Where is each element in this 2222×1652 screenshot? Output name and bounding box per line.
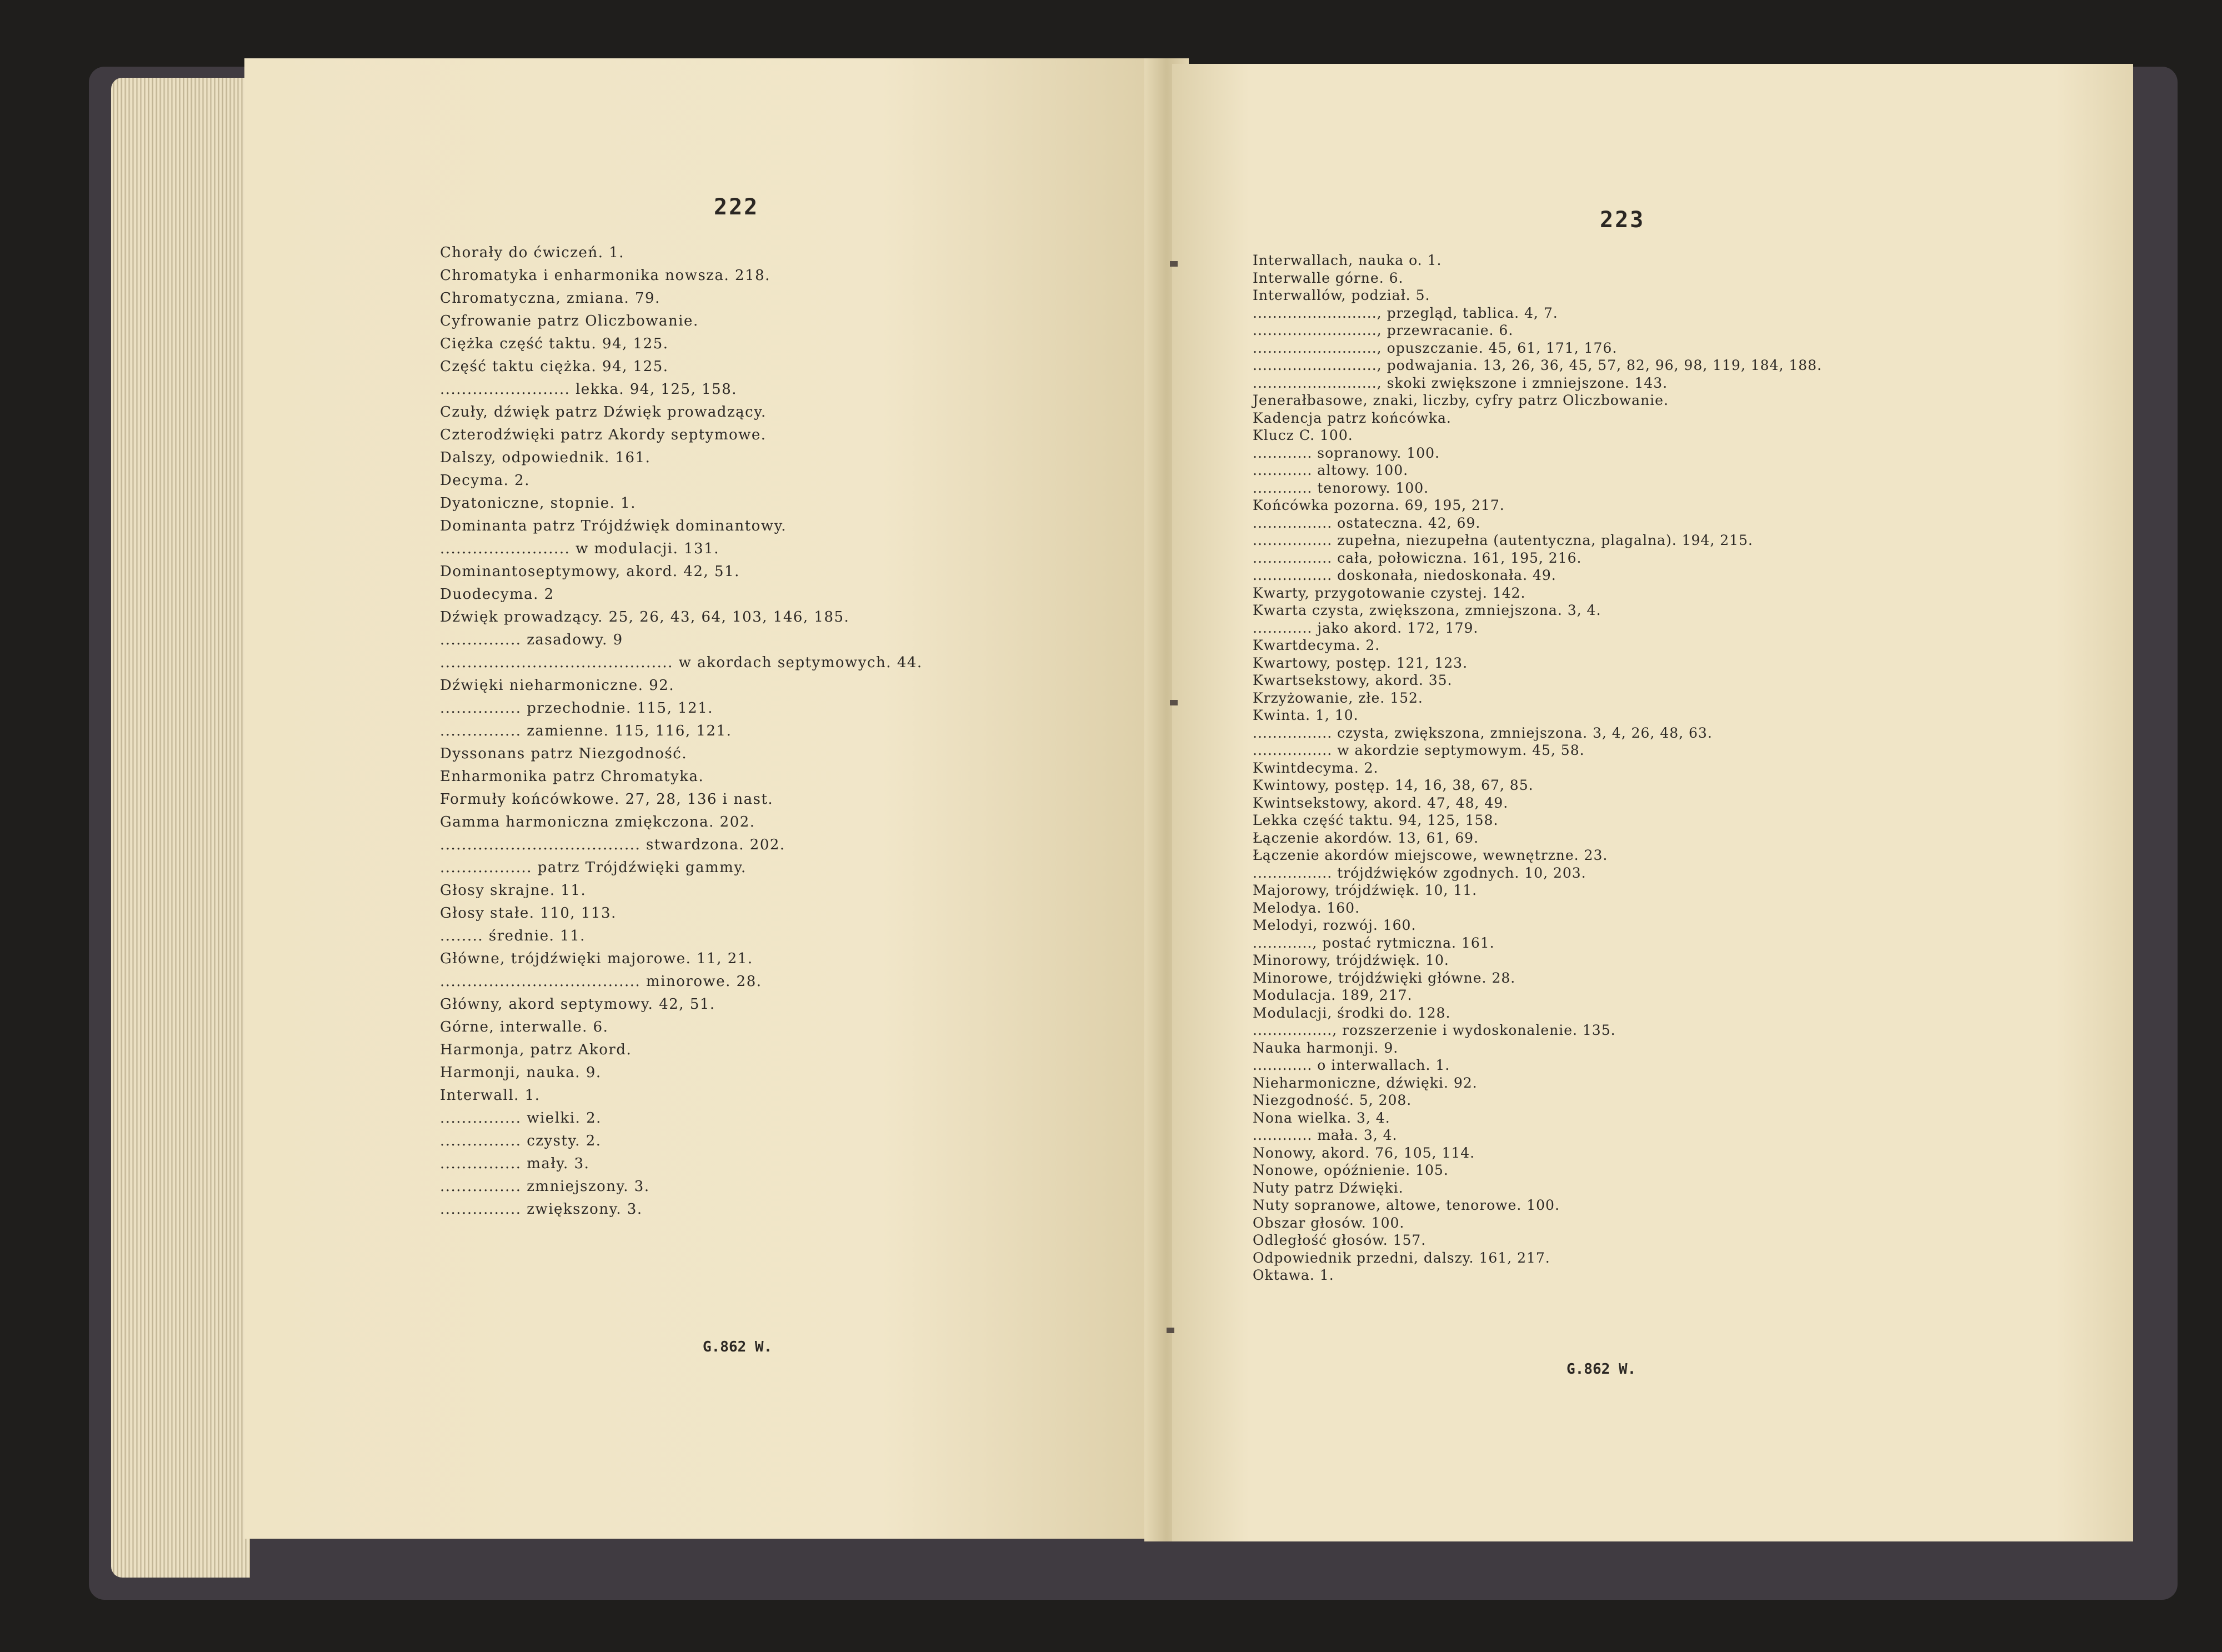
index-entry: ............... przechodnie. 115, 121. — [440, 700, 714, 717]
index-entry: Łączenie akordów miejscowe, wewnętrzne. 23. — [1253, 847, 1608, 863]
index-entry: ........................ lekka. 94, 125, 158. — [440, 381, 738, 398]
index-entry: Nonowe, opóźnienie. 105. — [1253, 1162, 1449, 1178]
index-entry: ............... zmniejszony. 3. — [440, 1178, 650, 1195]
index-entry: ............ altowy. 100. — [1253, 462, 1409, 478]
left-page — [244, 58, 1155, 1539]
index-entry: Jenerałbasowe, znaki, liczby, cyfry patrz Oliczbowanie. — [1253, 392, 1669, 408]
index-entry: Kwintowy, postęp. 14, 16, 38, 67, 85. — [1253, 777, 1534, 793]
index-entry: ................, rozszerzenie i wydoskonalenie. 135. — [1253, 1022, 1616, 1038]
left-page-footer: G.862 W. — [703, 1339, 773, 1355]
index-entry: Główne, trójdźwięki majorowe. 11, 21. — [440, 950, 753, 967]
binding-stitch — [1170, 261, 1178, 267]
index-entry: ................ doskonała, niedoskonała. 49. — [1253, 567, 1557, 583]
index-entry: Formuły końcówkowe. 27, 28, 136 i nast. — [440, 791, 774, 808]
index-entry: Dominanta patrz Trójdźwięk dominantowy. — [440, 518, 787, 534]
left-page-number: 222 — [714, 194, 759, 220]
index-entry: Kwintsekstowy, akord. 47, 48, 49. — [1253, 794, 1509, 811]
right-index-entries — [1253, 252, 1822, 1284]
index-entry: ............ tenorowy. 100. — [1253, 479, 1429, 496]
index-entry: Kwartsekstowy, akord. 35. — [1253, 672, 1453, 688]
index-entry: Dźwięk prowadzący. 25, 26, 43, 64, 103, 146, 185. — [440, 609, 850, 625]
index-entry: Minorowy, trójdźwięk. 10. — [1253, 952, 1449, 968]
index-entry: Część taktu ciężka. 94, 125. — [440, 358, 669, 375]
index-entry: Interwalle górne. 6. — [1253, 269, 1404, 286]
index-entry: Nonowy, akord. 76, 105, 114. — [1253, 1144, 1475, 1161]
left-index-entries — [440, 242, 923, 1221]
index-entry: Odpowiednik przedni, dalszy. 161, 217. — [1253, 1249, 1550, 1266]
index-entry: Kwartdecyma. 2. — [1253, 637, 1380, 653]
index-entry: ............... wielki. 2. — [440, 1110, 602, 1127]
index-entry: ............ sopranowy. 100. — [1253, 444, 1440, 461]
index-entry: Minorowe, trójdźwięki główne. 28. — [1253, 969, 1516, 986]
index-entry: ............... zasadowy. 9 — [440, 632, 623, 648]
index-entry: Nieharmoniczne, dźwięki. 92. — [1253, 1074, 1478, 1091]
index-entry: Modulacji, środki do. 128. — [1253, 1004, 1451, 1021]
index-entry: Odległość głosów. 157. — [1253, 1232, 1427, 1248]
binding-stitch — [1170, 700, 1178, 705]
index-entry: Głosy skrajne. 11. — [440, 882, 587, 899]
index-entry: Kwintdecyma. 2. — [1253, 759, 1379, 776]
index-entry: Górne, interwalle. 6. — [440, 1019, 609, 1035]
index-entry: Chorały do ćwiczeń. 1. — [440, 244, 625, 261]
index-entry: Dźwięki nieharmoniczne. 92. — [440, 677, 675, 694]
index-entry: ................. patrz Trójdźwięki gammy. — [440, 859, 747, 876]
index-entry: Interwall. 1. — [440, 1087, 541, 1104]
index-entry: ........................., podwajania. 13, 26, 36, 45, 57, 82, 96, 98, 119, 184, 188. — [1253, 357, 1823, 373]
index-entry: Nuty patrz Dźwięki. — [1253, 1179, 1404, 1196]
index-entry: ................ w akordzie septymowym. 45, 58. — [1253, 742, 1585, 758]
index-entry: Kadencja patrz końcówka. — [1253, 409, 1452, 426]
page-edges — [111, 78, 250, 1578]
index-entry: Nona wielka. 3, 4. — [1253, 1109, 1390, 1126]
index-entry: Majorowy, trójdźwięk. 10, 11. — [1253, 882, 1478, 898]
index-entry: Decyma. 2. — [440, 472, 530, 489]
index-entry: Czuły, dźwięk patrz Dźwięk prowadzący. — [440, 404, 767, 420]
index-entry: ............... mały. 3. — [440, 1155, 590, 1172]
index-entry: Krzyżowanie, złe. 152. — [1253, 689, 1423, 706]
index-entry: ............... zwiększony. 3. — [440, 1201, 643, 1218]
index-entry: ........................................... w akordach septymowych. 44. — [440, 654, 923, 671]
index-entry: Interwallach, nauka o. 1. — [1253, 252, 1442, 268]
index-entry: Klucz C. 100. — [1253, 427, 1353, 443]
index-entry: ........................., przewracanie. 6. — [1253, 322, 1514, 338]
index-entry: ............... zamienne. 115, 116, 121. — [440, 723, 732, 739]
right-page — [1172, 64, 2133, 1541]
index-entry: Chromatyka i enharmonika nowsza. 218. — [440, 267, 770, 284]
index-entry: ........................., opuszczanie. 45, 61, 171, 176. — [1253, 339, 1618, 356]
index-entry: Końcówka pozorna. 69, 195, 217. — [1253, 497, 1505, 513]
index-entry: Nauka harmonji. 9. — [1253, 1039, 1399, 1056]
index-entry: Oktawa. 1. — [1253, 1267, 1334, 1283]
index-entry: ........................., skoki zwiększone i zmniejszone. 143. — [1253, 374, 1668, 391]
index-entry: ............ o interwallach. 1. — [1253, 1057, 1450, 1073]
index-entry: Kwarty, przygotowanie czystej. 142. — [1253, 584, 1526, 601]
index-entry: Dalszy, odpowiednik. 161. — [440, 449, 651, 466]
index-entry: Łączenie akordów. 13, 61, 69. — [1253, 829, 1479, 846]
index-entry: Gamma harmoniczna zmiękczona. 202. — [440, 814, 755, 830]
index-entry: Dyatoniczne, stopnie. 1. — [440, 495, 636, 512]
index-entry: Dominantoseptymowy, akord. 42, 51. — [440, 563, 740, 580]
index-entry: ................ cała, połowiczna. 161, 195, 216. — [1253, 549, 1582, 566]
index-entry: Modulacja. 189, 217. — [1253, 987, 1413, 1003]
index-entry: Melodya. 160. — [1253, 899, 1360, 916]
index-entry: ................ czysta, zwiększona, zmniejszona. 3, 4, 26, 48, 63. — [1253, 724, 1713, 741]
index-entry: ............, postać rytmiczna. 161. — [1253, 934, 1495, 951]
index-entry: ............ jako akord. 172, 179. — [1253, 619, 1479, 636]
index-entry: Melodyi, rozwój. 160. — [1253, 917, 1417, 933]
index-entry: Lekka część taktu. 94, 125, 158. — [1253, 812, 1499, 828]
index-entry: Interwallów, podział. 5. — [1253, 287, 1430, 303]
index-entry: ................ trójdźwięków zgodnych. 10, 203. — [1253, 864, 1587, 881]
index-entry: Obszar głosów. 100. — [1253, 1214, 1405, 1231]
index-entry: Kwartowy, postęp. 121, 123. — [1253, 654, 1468, 671]
index-entry: ........................., przegląd, tablica. 4, 7. — [1253, 304, 1558, 321]
index-entry: ................ ostateczna. 42, 69. — [1253, 514, 1481, 531]
index-entry: ................ zupełna, niezupełna (autentyczna, plagalna). 194, 215. — [1253, 532, 1753, 548]
index-entry: Cyfrowanie patrz Oliczbowanie. — [440, 313, 699, 329]
right-page-footer: G.862 W. — [1567, 1361, 1637, 1378]
index-entry: Głosy stałe. 110, 113. — [440, 905, 617, 922]
index-entry: Duodecyma. 2 — [440, 586, 554, 603]
index-entry: Harmonja, patrz Akord. — [440, 1042, 632, 1058]
index-entry: Czterodźwięki patrz Akordy septymowe. — [440, 427, 767, 443]
index-entry: Główny, akord septymowy. 42, 51. — [440, 996, 715, 1013]
index-entry: Niezgodność. 5, 208. — [1253, 1092, 1412, 1108]
index-entry: ............ mała. 3, 4. — [1253, 1127, 1398, 1143]
index-entry: Ciężka część taktu. 94, 125. — [440, 336, 669, 352]
index-entry: ............... czysty. 2. — [440, 1133, 602, 1149]
index-entry: ........ średnie. 11. — [440, 928, 586, 944]
index-entry: Harmonji, nauka. 9. — [440, 1064, 602, 1081]
index-entry: Kwinta. 1, 10. — [1253, 707, 1359, 723]
index-entry: ..................................... stwardzona. 202. — [440, 837, 785, 853]
right-page-number: 223 — [1600, 207, 1645, 233]
index-entry: Nuty sopranowe, altowe, tenorowe. 100. — [1253, 1197, 1560, 1213]
index-entry: ..................................... minorowe. 28. — [440, 973, 762, 990]
index-entry: ........................ w modulacji. 131. — [440, 540, 720, 557]
index-entry: Dyssonans patrz Niezgodność. — [440, 745, 688, 762]
index-entry: Kwarta czysta, zwiększona, zmniejszona. 3, 4. — [1253, 602, 1602, 618]
binding-stitch — [1167, 1328, 1174, 1333]
index-entry: Chromatyczna, zmiana. 79. — [440, 290, 660, 307]
index-entry: Enharmonika patrz Chromatyka. — [440, 768, 704, 785]
